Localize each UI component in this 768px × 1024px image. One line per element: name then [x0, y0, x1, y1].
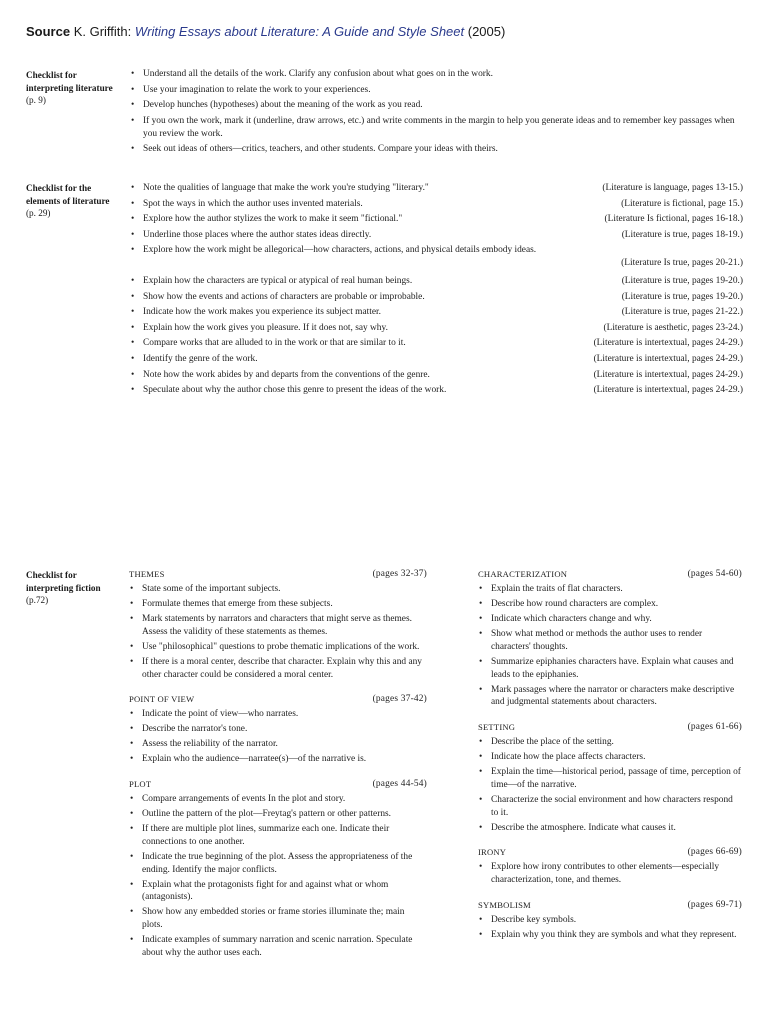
list-item [129, 879, 427, 905]
item-reference: (Literature is aesthetic, pages 23-24.) [603, 322, 743, 333]
item-text: Formulate themes that emerge from these subjects. [142, 598, 333, 609]
list-item [129, 613, 427, 639]
bullet-icon: • [131, 338, 135, 349]
list-item [129, 244, 743, 270]
source-year: (2005) [464, 24, 506, 39]
bullet-icon: • [479, 794, 483, 805]
source-label: Source [26, 24, 71, 39]
list-item [129, 708, 427, 721]
item-text: Explain who the audience—narratee(s)—of the narrative is. [142, 754, 367, 765]
item-row [143, 384, 743, 397]
item-text: Underline those places where the author states ideas directly. [143, 229, 372, 240]
item-reference: (Literature is intertextual, pages 24-29.) [593, 338, 743, 349]
section2-label [26, 182, 116, 220]
bullet-icon: • [131, 144, 135, 155]
bullet-icon: • [131, 100, 135, 111]
subsection-heading [478, 899, 742, 912]
bullet-icon: • [479, 613, 483, 624]
section2-page: (p. 29) [26, 208, 51, 218]
list-item [478, 598, 742, 611]
bullet-icon: • [479, 628, 483, 639]
list-item [129, 275, 743, 288]
item-row [143, 322, 743, 335]
bullet-icon: • [130, 739, 134, 750]
list-item [478, 751, 742, 764]
list-item [129, 306, 743, 319]
subsection-characterization [478, 568, 742, 709]
item-text: Compare arrangements of events In the plot and story. [142, 794, 346, 805]
subsection-pages: (pages 37-42) [372, 694, 427, 705]
list-item [129, 906, 427, 932]
list-item [129, 68, 743, 81]
item-text: Note the qualities of language that make the work you're studying "literary." [143, 183, 429, 193]
bullet-icon: • [130, 824, 134, 835]
subsection-plot [129, 778, 427, 960]
item-row [143, 369, 743, 382]
bullet-icon: • [131, 229, 135, 240]
item-text: Show how any embedded stories or frame stories illuminate the; main plots. [142, 907, 405, 931]
item-text: Compare works that are alluded to in the work or that are similar to it. [143, 338, 406, 349]
item-text: Assess the reliability of the narrator. [142, 739, 278, 750]
bullet-icon: • [130, 809, 134, 820]
bullet-icon: • [479, 684, 483, 695]
list-item [129, 182, 743, 195]
bullet-icon: • [131, 214, 135, 225]
bullet-icon: • [479, 822, 483, 833]
item-text: Explore how the author stylizes the work to make it seem "fictional." [143, 214, 403, 225]
bullet-icon: • [479, 752, 483, 763]
item-text: Indicate how the work makes you experience its subject matter. [143, 307, 381, 318]
subsection-pages: (pages 66-69) [687, 847, 742, 858]
item-text: Show what method or methods the author uses to render characters' thoughts. [491, 628, 703, 652]
item-text: Describe key symbols. [491, 915, 577, 926]
item-text: Understand all the details of the work. Clarify any confusion about what goes on in the work. [143, 69, 493, 79]
list-item [129, 753, 427, 766]
item-reference: (Literature is intertextual, pages 24-29.) [593, 353, 743, 364]
subsection-title: IRONY [478, 847, 507, 858]
item-row [143, 337, 743, 350]
list-item [478, 766, 742, 792]
list-item [129, 598, 427, 611]
section2-list-b [129, 275, 743, 400]
list-item [129, 369, 743, 382]
bullet-icon: • [479, 915, 483, 926]
item-reference: (Literature Is fictional, pages 16-18.) [604, 214, 743, 225]
bullet-icon: • [130, 724, 134, 735]
source-title: Writing Essays about Literature: A Guide and Style Sheet [134, 24, 465, 39]
bullet-icon: • [130, 598, 134, 609]
bullet-icon: • [479, 862, 483, 873]
subsection-title: SYMBOLISM [478, 900, 531, 911]
item-text: Explain how the work gives you pleasure. If it does not, say why. [143, 322, 388, 333]
list-item [129, 793, 427, 806]
list-item [478, 736, 742, 749]
section1-label [26, 69, 116, 107]
item-text: Show how the events and actions of characters are probable or improbable. [143, 291, 425, 302]
item-text: Note how the work abides by and departs from the conventions of the genre. [143, 369, 430, 380]
item-reference: (Literature is language, pages 13-15.) [602, 183, 743, 193]
list-item [129, 84, 743, 97]
section3-page: (p.72) [26, 595, 49, 605]
item-text: Indicate the point of view—who narrates. [142, 709, 299, 720]
list-item [129, 738, 427, 751]
item-reference: (Literature is true, pages 19-20.) [621, 291, 743, 302]
item-row [143, 198, 743, 211]
subsection-list [478, 861, 742, 887]
section1-list [129, 68, 743, 159]
list-item [129, 823, 427, 849]
section3-right-column [478, 568, 742, 954]
list-item [129, 115, 743, 141]
list-item [478, 861, 742, 887]
subsection-list [129, 583, 427, 681]
bullet-icon: • [131, 369, 135, 380]
item-text: Explore how irony contributes to other elements—especially characterization, tone, and themes. [491, 862, 720, 886]
list-item [478, 628, 742, 654]
subsection-pages: (pages 54-60) [687, 569, 742, 579]
item-row [143, 182, 743, 195]
bullet-icon: • [479, 930, 483, 941]
item-text: Characterize the social environment and how characters respond to it. [491, 794, 733, 818]
item-reference: (Literature is intertextual, pages 24-29.) [593, 369, 743, 380]
item-text: Mark statements by narrators and characters that might serve as themes. Assess the validity of these statements as themes. [142, 613, 412, 637]
item-text: Explore how the work might be allegorical—how characters, actions, and physical details embody ideas. [143, 245, 537, 256]
bullet-icon: • [130, 709, 134, 720]
bullet-icon: • [131, 385, 135, 396]
item-text: Use your imagination to relate the work to your experiences. [143, 84, 371, 95]
list-item [129, 143, 743, 156]
item-text: Explain the time—historical period, passage of time, perception of time—of the narrative. [491, 767, 741, 790]
item-text: Explain how the characters are typical or atypical of real human beings. [143, 276, 413, 286]
list-item [478, 583, 742, 596]
list-item [129, 384, 743, 397]
item-reference: (Literature is intertextual, pages 24-29.) [593, 385, 743, 396]
list-item [129, 337, 743, 350]
item-row [143, 291, 743, 304]
item-text: Describe the place of the setting. [491, 737, 614, 748]
item-row [143, 306, 743, 319]
subsection-title: SETTING [478, 722, 516, 733]
subsection-pages: (pages 61-66) [687, 722, 742, 733]
bullet-icon: • [479, 767, 483, 778]
subsection-list [478, 736, 742, 834]
subsection-themes [129, 568, 427, 681]
list-item [129, 213, 743, 226]
subsection-setting [478, 721, 742, 834]
bullet-icon: • [130, 851, 134, 862]
item-reference: (Literature is true, pages 18-19.) [621, 229, 743, 240]
subsection-heading [478, 846, 742, 859]
item-reference: (Literature is true, pages 19-20.) [621, 276, 743, 286]
subsection-heading [129, 778, 427, 791]
item-text: Indicate examples of summary narration and scenic narration. Speculate about why the author uses each. [142, 935, 413, 958]
list-item [129, 198, 743, 211]
section3-left-column [129, 568, 427, 972]
bullet-icon: • [131, 245, 135, 256]
subsection-list [478, 583, 742, 709]
item-text: If you own the work, mark it (underline, draw arrows, etc.) and write comments in the margin to help you generate ideas and to remember key passages when you review the work. [143, 115, 735, 139]
item-reference: (Literature is true, pages 21-22.) [621, 307, 743, 318]
item-row [143, 275, 743, 288]
bullet-icon: • [131, 322, 135, 333]
item-text: Outline the pattern of the plot—Freytag's pattern or other patterns. [142, 809, 392, 820]
bullet-icon: • [479, 598, 483, 609]
list-item [478, 914, 742, 927]
item-text: Explain why you think they are symbols and what they represent. [491, 930, 737, 941]
list-item [478, 656, 742, 682]
item-text: Explain the traits of flat characters. [491, 584, 623, 594]
item-text: Indicate the true beginning of the plot. Assess the appropriateness of the ending. Identify the major conflicts. [142, 851, 413, 875]
list-item [129, 934, 427, 960]
bullet-icon: • [130, 613, 134, 624]
list-item [478, 822, 742, 835]
bullet-icon: • [131, 183, 135, 193]
section2-list-a [129, 182, 743, 273]
bullet-icon: • [131, 84, 135, 95]
list-item [129, 353, 743, 366]
subsection-pages: (pages 44-54) [372, 779, 427, 790]
item-text: Identify the genre of the work. [143, 353, 258, 364]
list-item [129, 851, 427, 877]
list-item [129, 291, 743, 304]
bullet-icon: • [131, 198, 135, 209]
subsection-heading [129, 568, 427, 581]
subsection-title: CHARACTERIZATION [478, 569, 568, 579]
item-row [143, 244, 743, 257]
bullet-icon: • [130, 935, 134, 946]
list-item [478, 794, 742, 820]
item-text: Describe how round characters are complex. [491, 598, 659, 609]
list-item [478, 929, 742, 942]
bullet-icon: • [130, 656, 134, 667]
item-row [143, 213, 743, 226]
item-text: Mark passages where the narrator or characters make descriptive and judgmental statements about characters. [491, 684, 735, 708]
list-item [129, 583, 427, 596]
item-text: Summarize epiphanies characters have. Explain what causes and leads to the epiphanies. [491, 656, 734, 680]
subsection-list [129, 793, 427, 960]
subsection-list [129, 708, 427, 766]
list-item [129, 229, 743, 242]
bullet-icon: • [131, 276, 135, 286]
bullet-icon: • [479, 656, 483, 667]
item-text: Describe the narrator's tone. [142, 724, 248, 735]
item-text: Explain what the protagonists fight for and against what or whom (antagonists). [142, 879, 389, 903]
item-text: Use "philosophical" questions to probe thematic implications of the work. [142, 641, 420, 652]
item-text: Speculate about why the author chose this genre to present the ideas of the work. [143, 385, 447, 396]
item-reference: (Literature is fictional, page 15.) [621, 198, 743, 209]
subsection-title: THEMES [129, 569, 165, 579]
list-item [129, 723, 427, 736]
bullet-icon: • [130, 907, 134, 918]
bullet-icon: • [479, 584, 483, 594]
bullet-icon: • [131, 291, 135, 302]
list-item [478, 613, 742, 626]
bullet-icon: • [131, 69, 135, 79]
list-item [129, 322, 743, 335]
item-row [143, 229, 743, 242]
section3-title: Checklist for interpreting fiction [26, 570, 101, 593]
section3-label [26, 569, 116, 607]
list-item [129, 99, 743, 112]
item-text: If there are multiple plot lines, summarize each one. Indicate their connections to one another. [142, 824, 390, 847]
item-text: Describe the atmosphere. Indicate what causes it. [491, 822, 676, 833]
bullet-icon: • [130, 879, 134, 890]
subsection-heading [129, 693, 427, 706]
subsection-title: PLOT [129, 779, 152, 790]
item-text: Spot the ways in which the author uses invented materials. [143, 198, 363, 209]
subsection-list [478, 914, 742, 942]
subsection-point-of-view [129, 693, 427, 766]
item-text: Indicate how the place affects characters. [491, 752, 646, 763]
item-text: If there is a moral center, describe that character. Explain why this and any other character could be considered a moral center. [142, 656, 422, 680]
bullet-icon: • [130, 754, 134, 765]
bullet-icon: • [131, 353, 135, 364]
bullet-icon: • [131, 307, 135, 318]
bullet-icon: • [130, 641, 134, 652]
item-text: Develop hunches (hypotheses) about the meaning of the work as you read. [143, 100, 423, 111]
section2-title: Checklist for the elements of literature [26, 183, 110, 206]
subsection-heading [478, 568, 742, 581]
section1-title: Checklist for interpreting literature [26, 70, 113, 93]
source-header [26, 24, 505, 40]
list-item [129, 808, 427, 821]
item-text: Indicate which characters change and why. [491, 613, 652, 624]
item-row [143, 353, 743, 366]
list-item [129, 656, 427, 682]
subsection-pages: (pages 32-37) [372, 569, 427, 579]
item-reference: (Literature Is true, pages 20-21.) [621, 258, 743, 269]
subsection-heading [478, 721, 742, 734]
item-text: State some of the important subjects. [142, 584, 281, 594]
source-author: K. Griffith: [70, 24, 135, 39]
bullet-icon: • [479, 737, 483, 748]
subsection-irony [478, 846, 742, 887]
list-item [129, 641, 427, 654]
bullet-icon: • [130, 584, 134, 594]
subsection-title: POINT OF VIEW [129, 694, 195, 705]
subsection-symbolism [478, 899, 742, 942]
bullet-icon: • [131, 115, 135, 126]
bullet-icon: • [130, 794, 134, 805]
item-text: Seek out ideas of others—critics, teachers, and other students. Compare your ideas with theirs. [143, 144, 498, 155]
section1-page: (p. 9) [26, 95, 46, 105]
subsection-pages: (pages 69-71) [687, 900, 742, 911]
list-item [478, 684, 742, 710]
